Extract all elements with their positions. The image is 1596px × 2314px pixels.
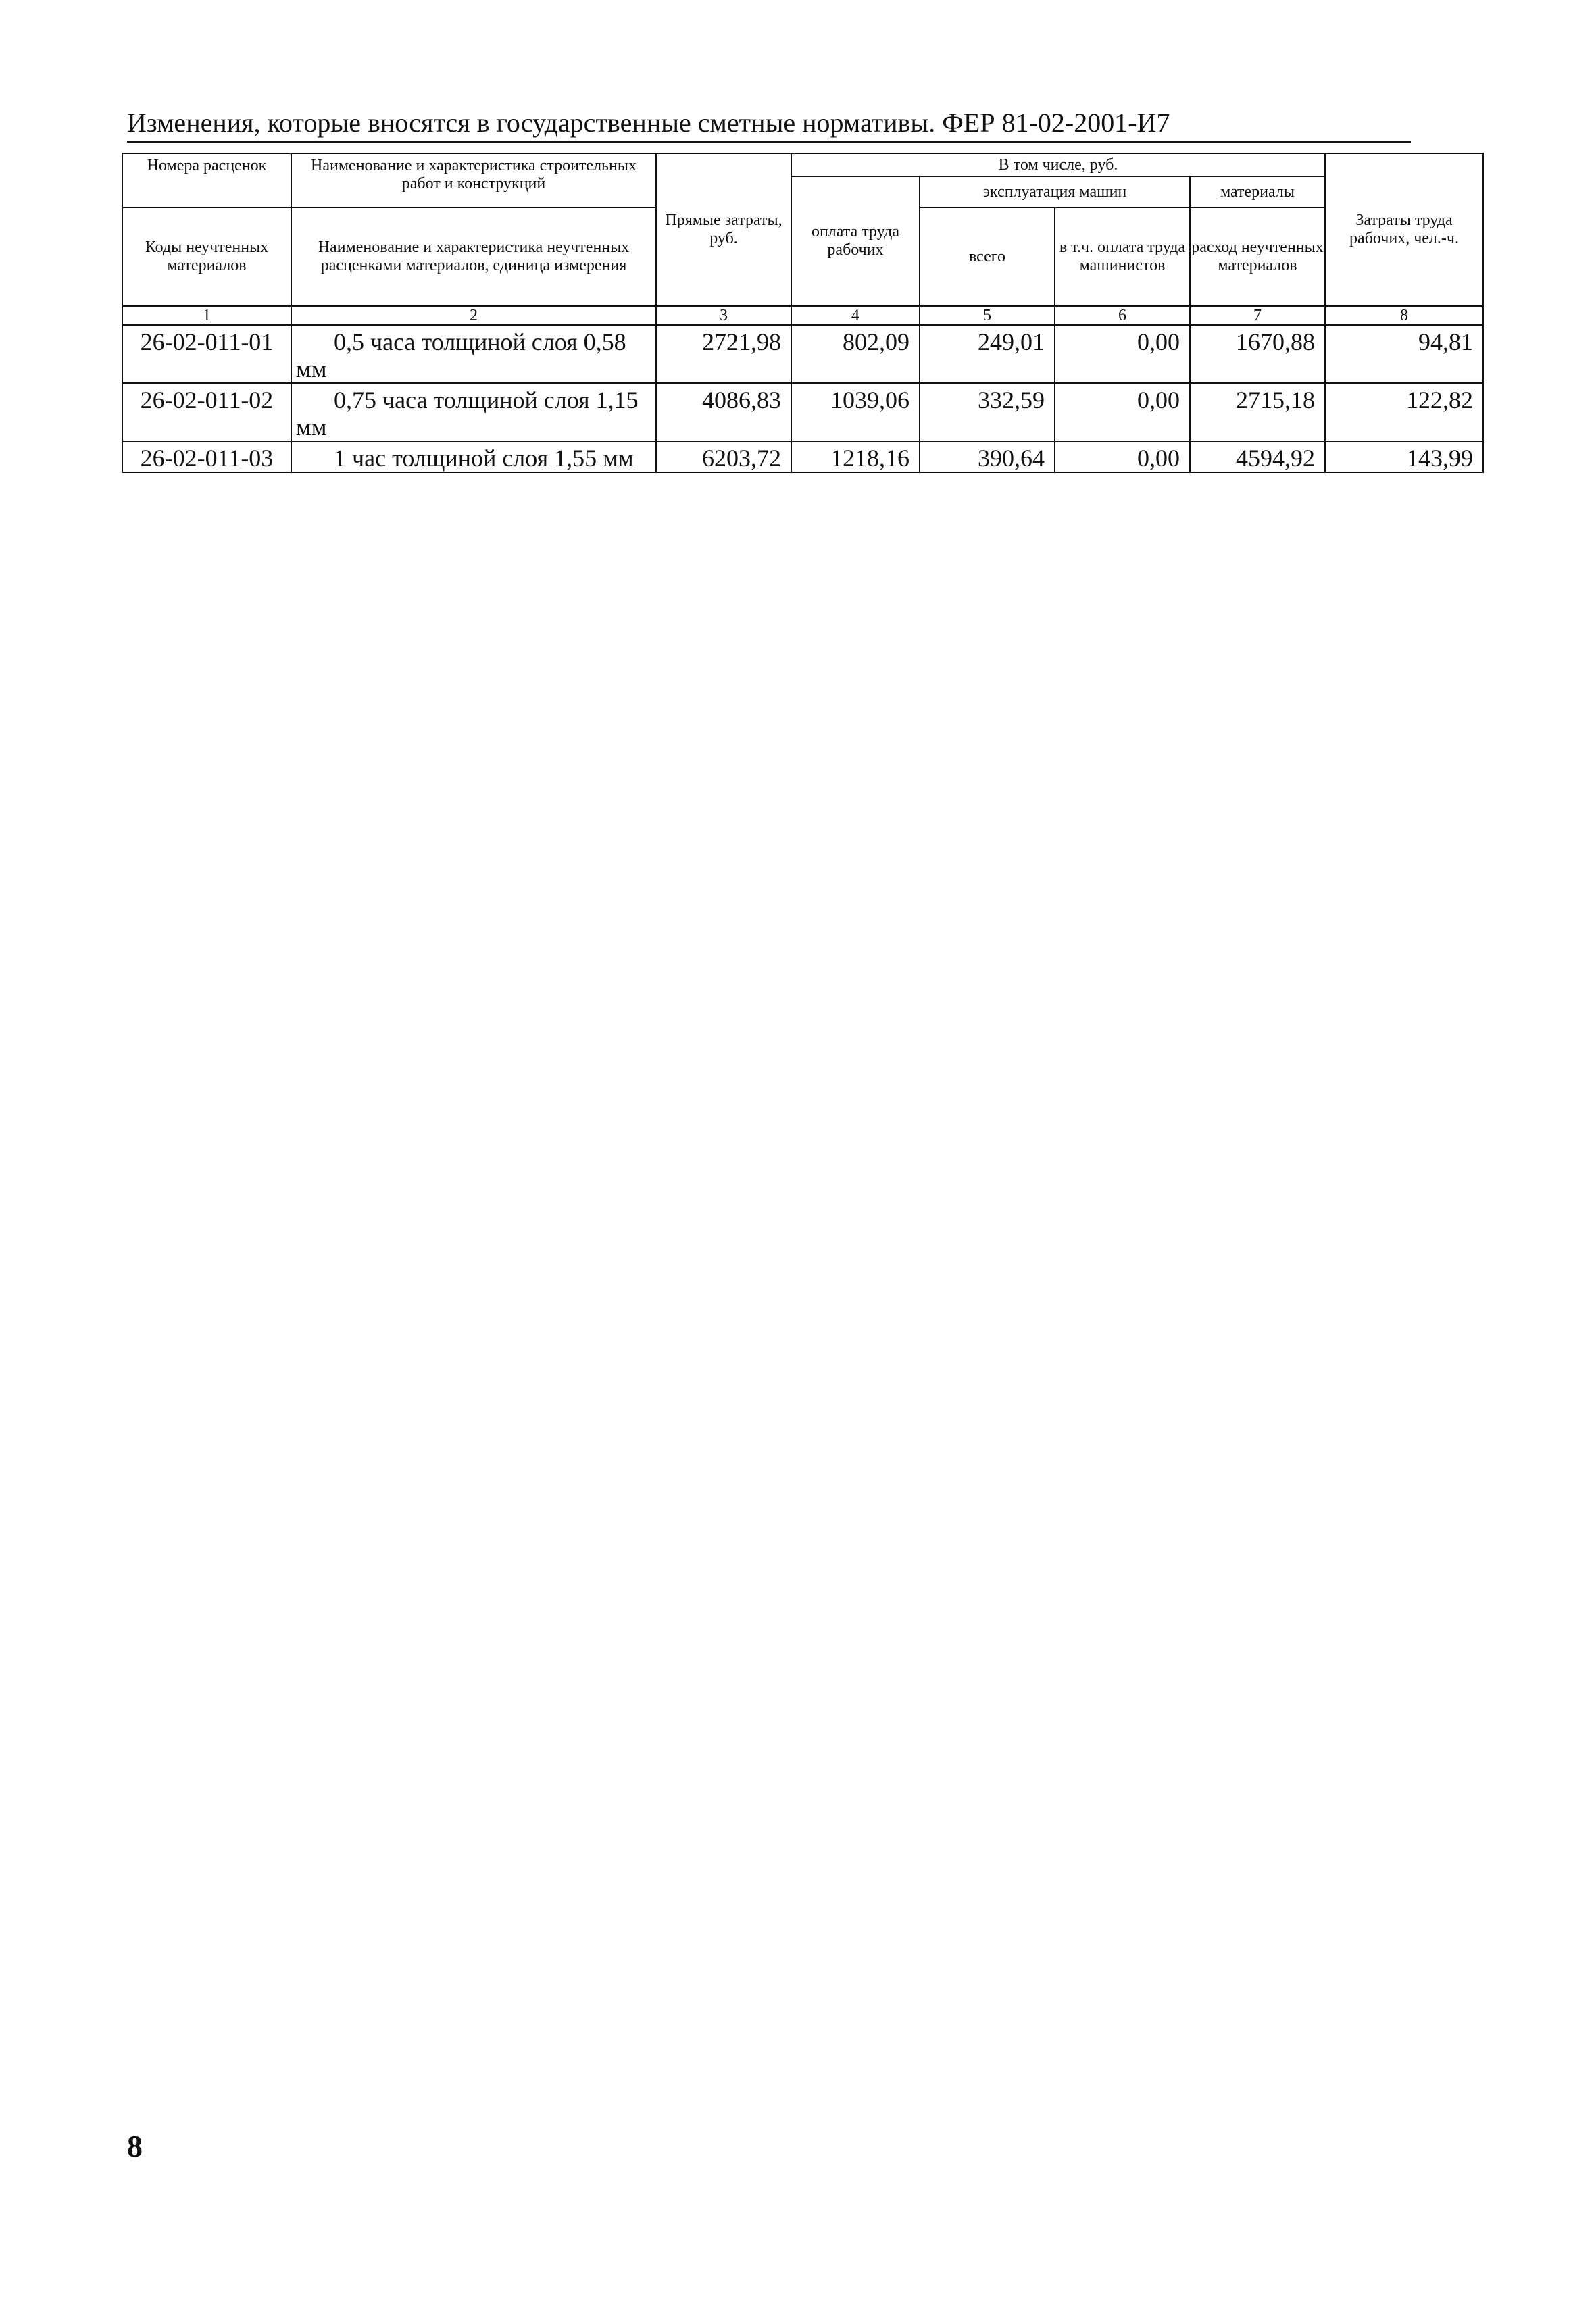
column-number: 4: [791, 306, 920, 325]
machinist-pay-cell: 0,00: [1055, 383, 1190, 441]
rate-name: [291, 441, 656, 472]
header-work-name: Наименование и характеристика строительных работ и конструкций: [291, 153, 656, 207]
header-unaccounted-materials: расход неучтенных материалов: [1190, 207, 1325, 306]
header-material-codes: Коды неучтенных материалов: [122, 207, 291, 306]
column-number: 2: [291, 306, 656, 325]
materials-cell: 2715,18: [1190, 383, 1325, 441]
labor-pay-cell: 1218,16: [791, 441, 920, 472]
column-number: 3: [656, 306, 791, 325]
direct-costs-cell: 6203,72: [656, 441, 791, 472]
page-title: Изменения, которые вносятся в государственные сметные нормативы. ФЕР 81-02-2001-И7: [127, 107, 1411, 143]
rate-name-line1: 0,75 часа толщиной слоя 1,15: [334, 386, 639, 413]
header-machines: эксплуатация машин: [920, 176, 1190, 207]
rate-code: 26-02-011-02: [122, 383, 291, 441]
column-number-row: [122, 306, 1483, 325]
header-material-name: Наименование и характеристика неучтенных расценками материалов, единица измерения: [291, 207, 656, 306]
rate-name-line2: мм: [296, 355, 327, 382]
direct-costs-cell: 4086,83: [656, 383, 791, 441]
direct-costs-cell: 2721,98: [656, 325, 791, 383]
labor-hours-cell: 122,82: [1325, 383, 1483, 441]
machines-total-cell: 390,64: [920, 441, 1055, 472]
rate-name-line2: мм: [296, 413, 327, 441]
labor-pay-cell: 1039,06: [791, 383, 920, 441]
header-materials: материалы: [1190, 176, 1325, 207]
header-direct-costs: Прямые затраты, руб.: [656, 153, 791, 306]
labor-hours-cell: 143,99: [1325, 441, 1483, 472]
table-row: [122, 441, 1483, 472]
rate-name-line1: 1 час толщиной слоя 1,55 мм: [334, 445, 634, 472]
labor-pay-cell: 802,09: [791, 325, 920, 383]
rate-name: [291, 325, 656, 383]
column-number: 6: [1055, 306, 1190, 325]
machines-total-cell: 332,59: [920, 383, 1055, 441]
column-number: 8: [1325, 306, 1483, 325]
header-labor-hours: Затраты труда рабочих, чел.-ч.: [1325, 153, 1483, 306]
table-row: [122, 325, 1483, 383]
materials-cell: 4594,92: [1190, 441, 1325, 472]
rate-code: 26-02-011-03: [122, 441, 291, 472]
machinist-pay-cell: 0,00: [1055, 441, 1190, 472]
column-number: 5: [920, 306, 1055, 325]
rate-code: 26-02-011-01: [122, 325, 291, 383]
header-in-total: В том числе, руб.: [791, 153, 1325, 176]
materials-cell: 1670,88: [1190, 325, 1325, 383]
machines-total-cell: 249,01: [920, 325, 1055, 383]
column-number: 1: [122, 306, 291, 325]
header-machinist-pay: в т.ч. оплата труда машинистов: [1055, 207, 1190, 306]
labor-hours-cell: 94,81: [1325, 325, 1483, 383]
table-row: [122, 383, 1483, 441]
rate-name: [291, 383, 656, 441]
rate-name-line1: 0,5 часа толщиной слоя 0,58: [334, 328, 626, 355]
rates-table-container: [122, 153, 1482, 473]
header-rate-numbers: Номера расценок: [122, 153, 291, 207]
column-number: 7: [1190, 306, 1325, 325]
machinist-pay-cell: 0,00: [1055, 325, 1190, 383]
header-labor-pay: оплата труда рабочих: [791, 176, 920, 306]
header-machines-total: всего: [920, 207, 1055, 306]
rates-table: [122, 153, 1484, 473]
page-number: 8: [127, 2129, 143, 2163]
